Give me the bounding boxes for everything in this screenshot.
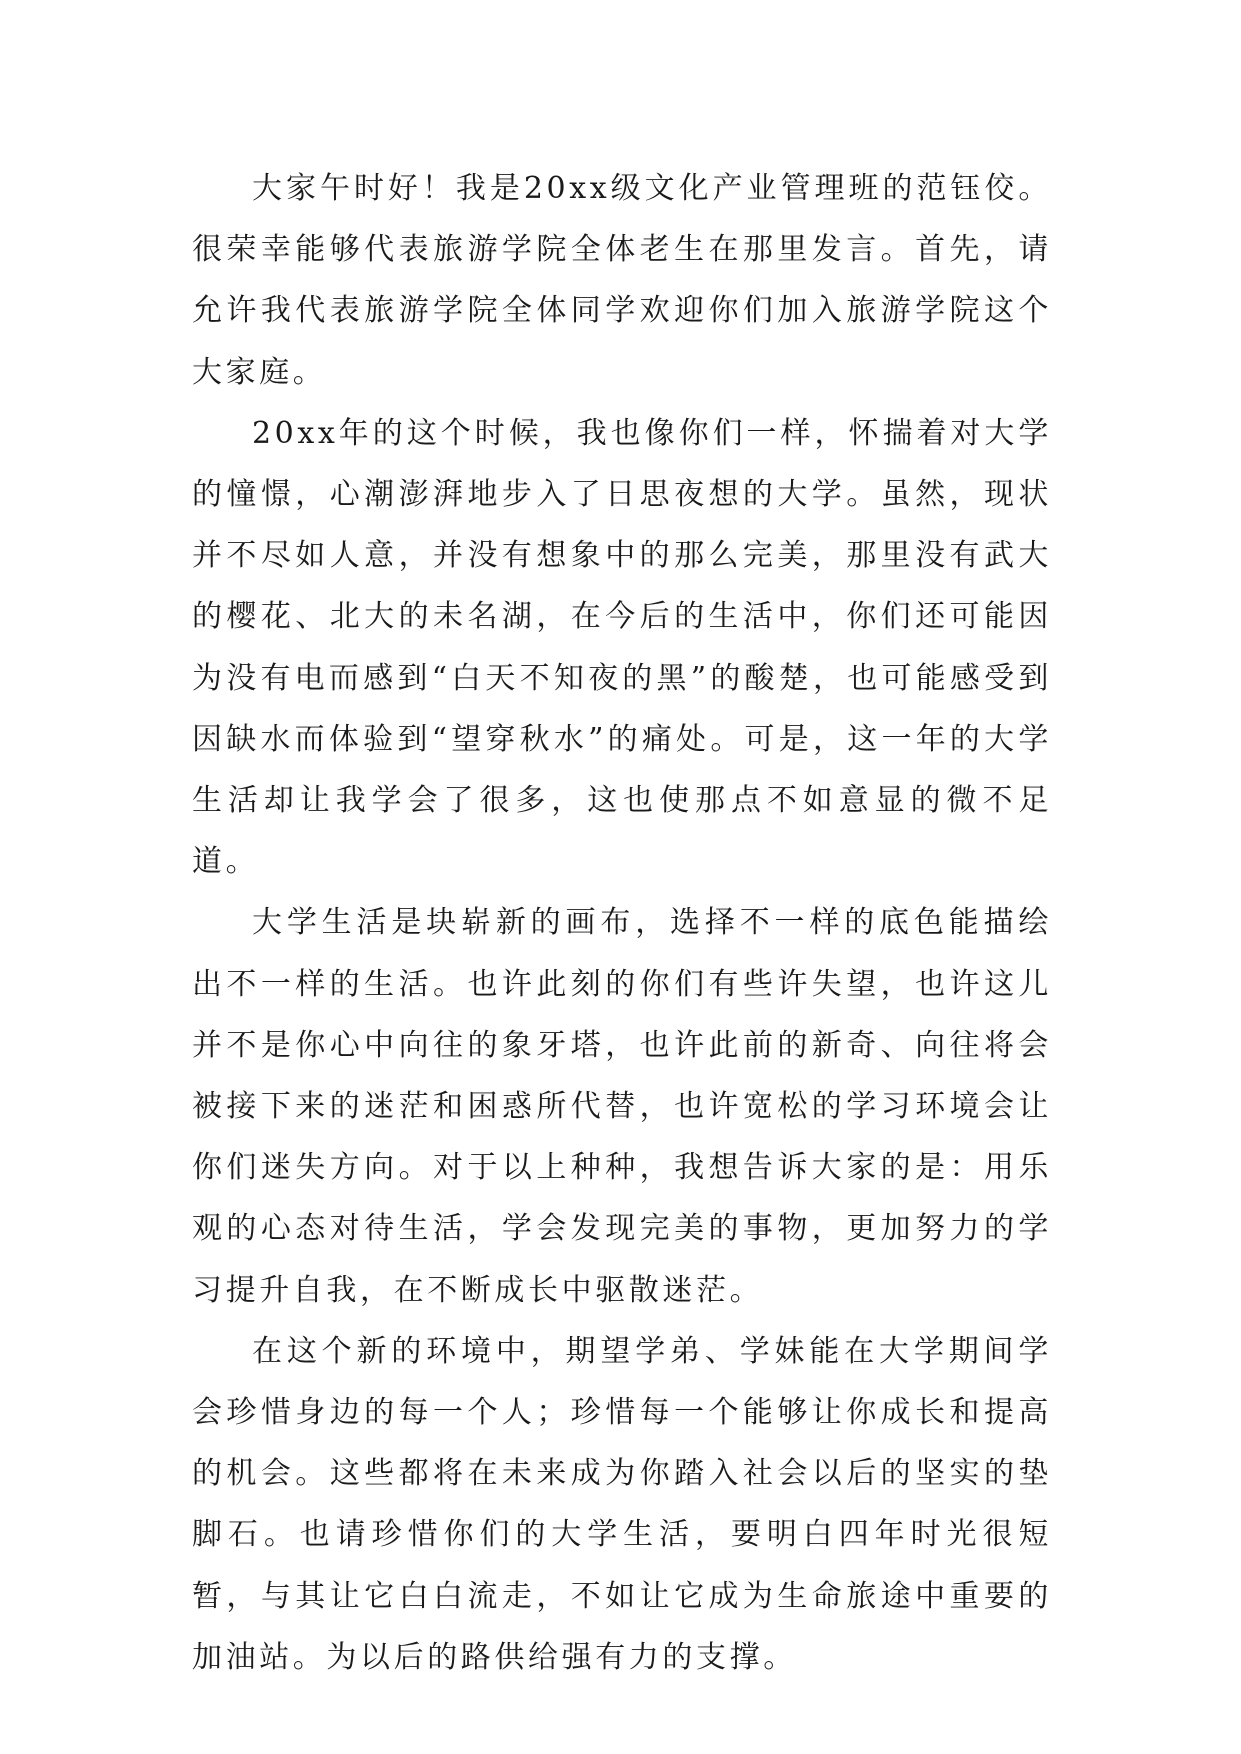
paragraph-cherish: 在这个新的环境中，期望学弟、学妹能在大学期间学会珍惜身边的每一个人；珍惜每一个能够让你成长和提高的机会。这些都将在未来成为你踏入社会以后的坚实的垫脚石。也请珍惜你们的大学生活，要明白四年时光很短暂，与其让它白白流走，不如让它成为生命旅途中重要的加油站。为以后的路供给强有力的支撑。	[192, 1333, 1052, 1675]
paragraph-greeting: 大家午时好！我是20xx级文化产业管理班的范钰佼。很荣幸能够代表旅游学院全体老生在那里发言。首先，请允许我代表旅游学院全体同学欢迎你们加入旅游学院这个大家庭。	[192, 171, 1052, 390]
paragraph-memories: 20xx年的这个时候，我也像你们一样，怀揣着对大学的憧憬，心潮澎湃地步入了日思夜想的大学。虽然，现状并不尽如人意，并没有想象中的那么完美，那里没有武大的樱花、北大的未名湖，在今后的生活中，你们还可能因为没有电而感到“白天不知夜的黑”的酸楚，也可能感受到因缺水而体验到“望穿秋水”的痛处。可是，这一年的大学生活却让我学会了很多，这也使那点不如意显的微不足道。	[192, 415, 1052, 880]
document-body	[192, 158, 1052, 1688]
paragraph-canvas: 大学生活是块崭新的画布，选择不一样的底色能描绘出不一样的生活。也许此刻的你们有些许失望，也许这儿并不是你心中向往的象牙塔，也许此前的新奇、向往将会被接下来的迷茫和困惑所代替，也许宽松的学习环境会让你们迷失方向。对于以上种种，我想告诉大家的是：用乐观的心态对待生活，学会发现完美的事物，更加努力的学习提升自我，在不断成长中驱散迷茫。	[192, 905, 1052, 1308]
